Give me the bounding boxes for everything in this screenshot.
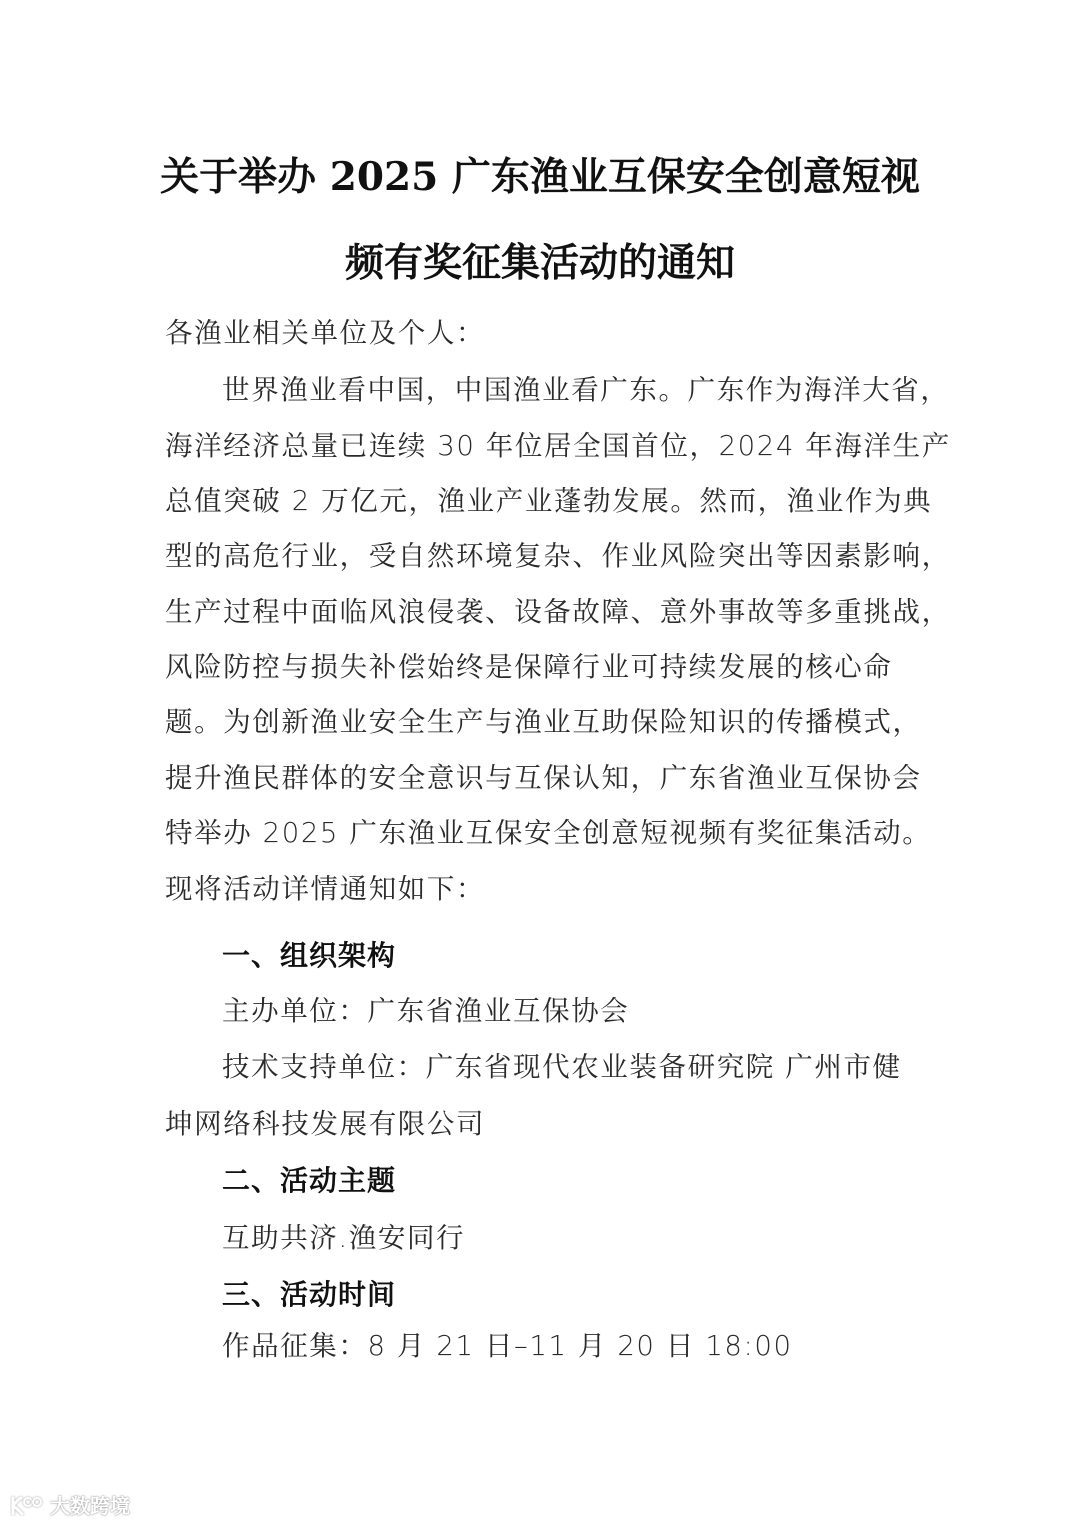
intro-line: 提升渔民群体的安全意识与互保认知，广东省渔业互保协会 <box>165 762 922 794</box>
section-heading-organization: 一、组织架构 <box>222 939 397 972</box>
document-title-line-2: 频有奖征集活动的通知 <box>344 240 735 286</box>
intro-line: 型的高危行业，受自然环境复杂、作业风险突出等因素影响， <box>165 540 951 572</box>
intro-line: 风险防控与损失补偿始终是保障行业可持续发展的核心命 <box>165 651 893 683</box>
intro-line: 世界渔业看中国，中国渔业看广东。广东作为海洋大省， <box>222 374 950 406</box>
watermark <box>10 1490 130 1519</box>
section-line: 技术支持单位：广东省现代农业装备研究院 广州市健 <box>222 1051 902 1083</box>
section-heading-time: 三、活动时间 <box>222 1278 397 1311</box>
section-line: 坤网络科技发展有限公司 <box>165 1108 486 1140</box>
intro-line: 生产过程中面临风浪侵袭、设备故障、意外事故等多重挑战， <box>165 596 951 628</box>
section-heading-theme: 二、活动主题 <box>222 1164 397 1197</box>
section-line: 主办单位：广东省渔业互保协会 <box>222 995 630 1027</box>
watermark-text: 大数跨境 <box>50 1494 130 1518</box>
salutation: 各渔业相关单位及个人： <box>165 317 486 349</box>
intro-line: 总值突破 2 万亿元，渔业产业蓬勃发展。然而，渔业作为典 <box>165 485 933 517</box>
intro-line: 现将活动详情通知如下： <box>165 873 486 905</box>
intro-line: 题。为创新渔业安全生产与渔业互助保险知识的传播模式， <box>165 706 922 738</box>
intro-line: 特举办 2025 广东渔业互保安全创意短视频有奖征集活动。 <box>165 817 932 849</box>
intro-line: 海洋经济总量已连续 30 年位居全国首位，2024 年海洋生产 <box>165 430 951 462</box>
kk-logo-icon <box>10 1494 44 1516</box>
section-line: 作品征集：8 月 21 日–11 月 20 日 18:00 <box>222 1330 793 1362</box>
section-line: 互助共济.渔安同行 <box>222 1222 466 1254</box>
document-title-line-1: 关于举办 2025 广东渔业互保安全创意短视 <box>160 154 920 200</box>
